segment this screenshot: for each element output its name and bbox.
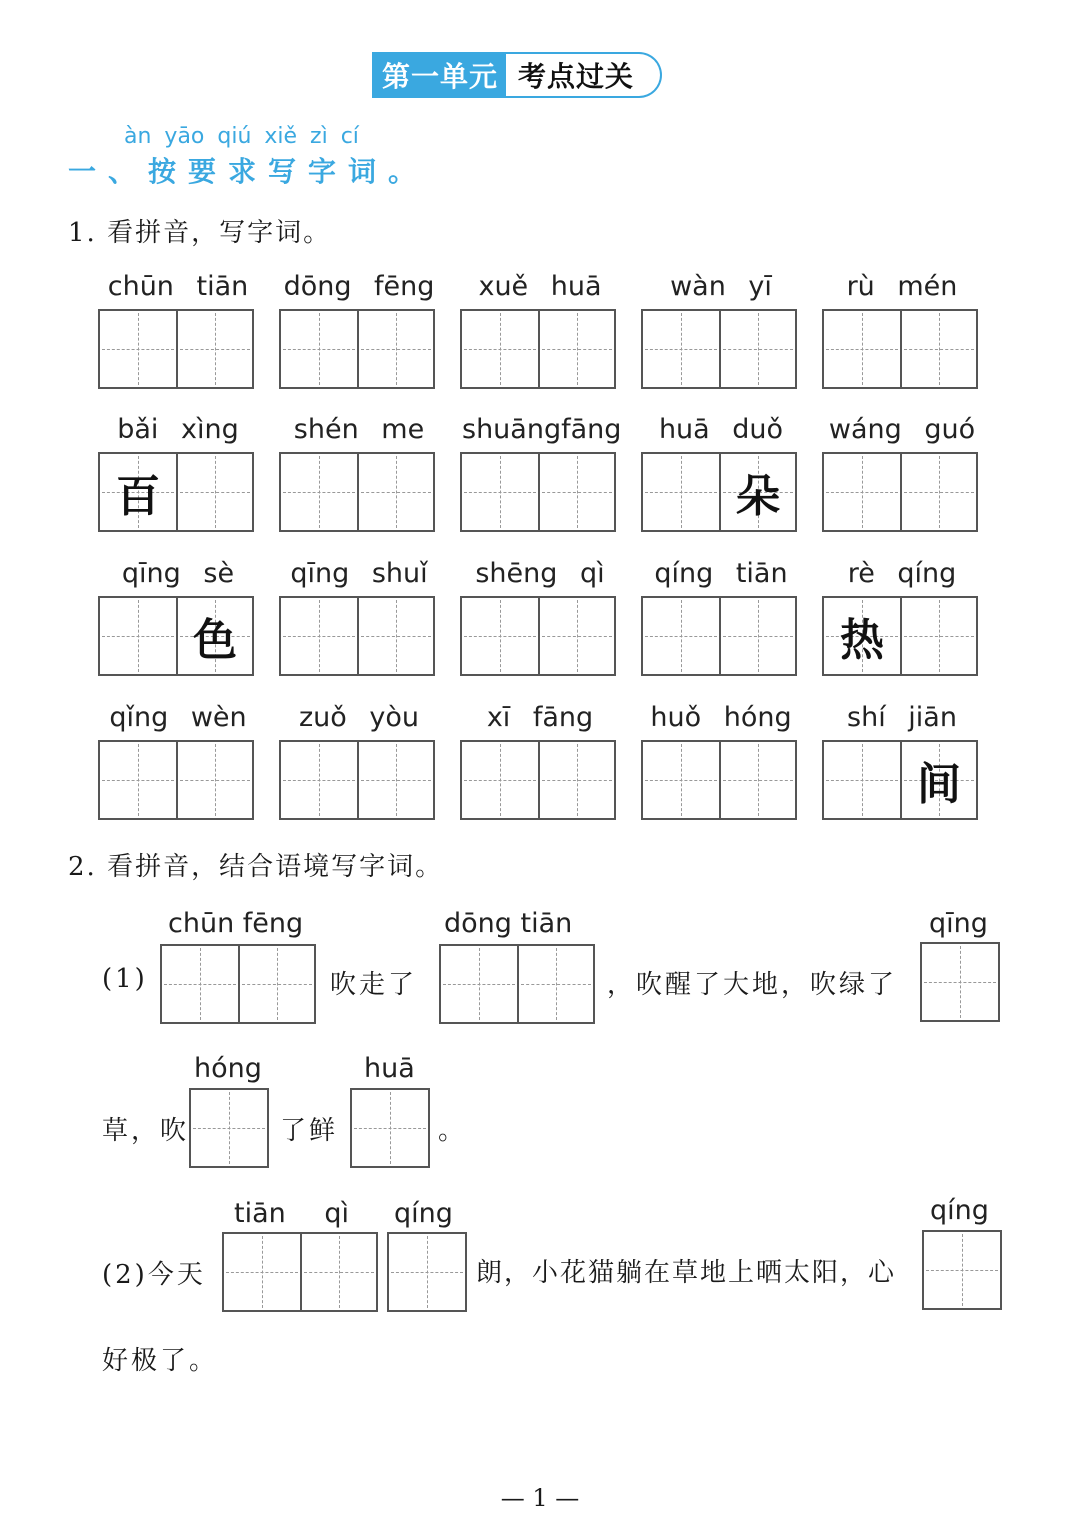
sentence-1-text-a: 吹走了 — [330, 970, 418, 1000]
word-pinyin: xī fāng — [486, 702, 594, 733]
sentence-1-text-b: ，吹醒了大地，吹绿了 — [607, 970, 898, 1000]
answer-box[interactable] — [641, 309, 797, 389]
question-1-title: 1. 看拼音，写字词。 — [68, 218, 332, 248]
word-pinyin: shuāngfāng — [462, 414, 622, 445]
answer-box-qing-3[interactable] — [922, 1230, 1002, 1310]
tianzige-cell[interactable] — [176, 598, 252, 674]
tianzige-cell[interactable] — [900, 454, 976, 530]
answer-box[interactable] — [460, 452, 616, 532]
answer-box-tianqi[interactable] — [222, 1232, 378, 1312]
word-pinyin: qīng sè — [121, 558, 235, 589]
tianzige-cell[interactable] — [538, 742, 614, 818]
answer-box[interactable] — [822, 596, 978, 676]
word-pinyin: xuě huā — [478, 271, 602, 302]
word-pinyin: huā duǒ — [658, 414, 784, 445]
answer-box-qing-2[interactable] — [387, 1232, 467, 1312]
answer-box[interactable] — [822, 452, 978, 532]
tianzige-cell[interactable] — [176, 454, 252, 530]
tianzige-cell[interactable] — [824, 598, 900, 674]
question-2-title: 2. 看拼音，结合语境写字词。 — [68, 852, 444, 882]
sentence-2-start: (2)今天 — [102, 1260, 206, 1290]
word-pinyin: bǎi xìng — [117, 414, 239, 445]
answer-box[interactable] — [279, 740, 435, 820]
answer-box[interactable] — [279, 309, 435, 389]
tianzige-cell[interactable] — [900, 742, 976, 818]
tianzige-cell[interactable] — [538, 311, 614, 387]
word-pinyin: qíng tiān — [654, 558, 788, 589]
tianzige-cell[interactable] — [462, 454, 538, 530]
section-pinyin: àn yāo qiú xiě zì cí — [124, 124, 359, 149]
tianzige-cell[interactable] — [538, 454, 614, 530]
given-character: 间 — [917, 759, 961, 810]
answer-box[interactable] — [641, 596, 797, 676]
word-pinyin: zuǒ yòu — [299, 702, 419, 733]
tianzige-cell[interactable] — [643, 311, 719, 387]
sentence-2-text-b: 好极了。 — [102, 1346, 219, 1376]
answer-box[interactable] — [460, 309, 616, 389]
pinyin-qing-3: qíng — [930, 1195, 989, 1226]
answer-box-chunfeng[interactable] — [160, 944, 316, 1024]
word-pinyin: rè qíng — [847, 558, 957, 589]
tianzige-cell[interactable] — [357, 454, 433, 530]
word-pinyin: wáng guó — [828, 414, 976, 445]
sentence-1-number: (1) — [102, 964, 148, 994]
tianzige-cell[interactable] — [462, 311, 538, 387]
word-pinyin: rù mén — [846, 271, 958, 302]
word-pinyin: qǐng wèn — [109, 702, 247, 733]
pinyin-qing-2: qíng — [394, 1198, 453, 1229]
word-pinyin: shén me — [293, 414, 425, 445]
word-pinyin: shí jiān — [847, 702, 957, 733]
tianzige-cell[interactable] — [281, 454, 357, 530]
answer-box-dongtian[interactable] — [439, 944, 595, 1024]
tianzige-cell[interactable] — [643, 598, 719, 674]
pinyin-tianqi: tiān qì — [234, 1198, 349, 1229]
sentence-1-text-e: 。 — [438, 1116, 468, 1146]
answer-box[interactable] — [641, 740, 797, 820]
tianzige-cell[interactable] — [643, 454, 719, 530]
tianzige-cell[interactable] — [357, 742, 433, 818]
word-pinyin: qīng shuǐ — [290, 558, 428, 589]
pinyin-hong: hóng — [194, 1053, 262, 1084]
answer-box[interactable] — [279, 452, 435, 532]
answer-box[interactable] — [822, 309, 978, 389]
answer-box[interactable] — [98, 596, 254, 676]
answer-box[interactable] — [279, 596, 435, 676]
tianzige-cell[interactable] — [176, 742, 252, 818]
answer-box[interactable] — [822, 740, 978, 820]
tianzige-cell[interactable] — [281, 598, 357, 674]
answer-box[interactable] — [641, 452, 797, 532]
tianzige-cell[interactable] — [643, 742, 719, 818]
sentence-2-text-a: 朗，小花猫躺在草地上晒太阳，心 — [476, 1258, 897, 1288]
given-character: 朵 — [736, 471, 780, 522]
pinyin-qing-1: qīng — [929, 908, 988, 939]
tianzige-cell[interactable] — [357, 311, 433, 387]
tianzige-cell[interactable] — [719, 598, 795, 674]
answer-box-hong[interactable] — [189, 1088, 269, 1168]
answer-box[interactable] — [98, 309, 254, 389]
tianzige-cell[interactable] — [824, 742, 900, 818]
answer-box[interactable] — [460, 596, 616, 676]
tianzige-cell[interactable] — [538, 598, 614, 674]
pinyin-chunfeng: chūn fēng — [168, 908, 304, 939]
tianzige-cell[interactable] — [462, 598, 538, 674]
unit-label: 第一单元 — [372, 52, 506, 98]
tianzige-cell[interactable] — [462, 742, 538, 818]
tianzige-cell[interactable] — [100, 454, 176, 530]
tianzige-cell[interactable] — [900, 311, 976, 387]
sentence-1-text-c: 草，吹 — [102, 1116, 190, 1146]
tianzige-cell[interactable] — [100, 742, 176, 818]
given-character: 色 — [193, 615, 237, 666]
pinyin-hua: huā — [364, 1053, 415, 1084]
word-pinyin: dōng fēng — [283, 271, 435, 302]
tianzige-cell[interactable] — [719, 454, 795, 530]
answer-box[interactable] — [460, 740, 616, 820]
answer-box-hua[interactable] — [350, 1088, 430, 1168]
word-pinyin: huǒ hóng — [650, 702, 792, 733]
word-pinyin: chūn tiān — [107, 271, 249, 302]
tianzige-cell[interactable] — [281, 742, 357, 818]
tianzige-cell[interactable] — [824, 311, 900, 387]
section-heading: 一、按要求写字词。 — [68, 155, 429, 188]
word-pinyin: shēng qì — [475, 558, 605, 589]
answer-box-qing-1[interactable] — [920, 942, 1000, 1022]
tianzige-cell[interactable] — [100, 598, 176, 674]
page-number: — 1 — — [500, 1484, 580, 1512]
given-character: 热 — [840, 615, 884, 666]
sentence-1-text-d: 了鲜 — [280, 1116, 339, 1146]
topic-label: 考点过关 — [506, 52, 662, 98]
tianzige-cell[interactable] — [719, 311, 795, 387]
given-character: 百 — [116, 471, 160, 522]
tianzige-cell[interactable] — [100, 311, 176, 387]
tianzige-cell[interactable] — [719, 742, 795, 818]
tianzige-cell[interactable] — [176, 311, 252, 387]
tianzige-cell[interactable] — [900, 598, 976, 674]
tianzige-cell[interactable] — [357, 598, 433, 674]
pinyin-dongtian: dōng tiān — [444, 908, 573, 939]
tianzige-cell[interactable] — [281, 311, 357, 387]
tianzige-cell[interactable] — [824, 454, 900, 530]
answer-box[interactable] — [98, 452, 254, 532]
word-pinyin: wàn yī — [670, 271, 772, 302]
answer-box[interactable] — [98, 740, 254, 820]
unit-title-badge — [372, 52, 662, 98]
